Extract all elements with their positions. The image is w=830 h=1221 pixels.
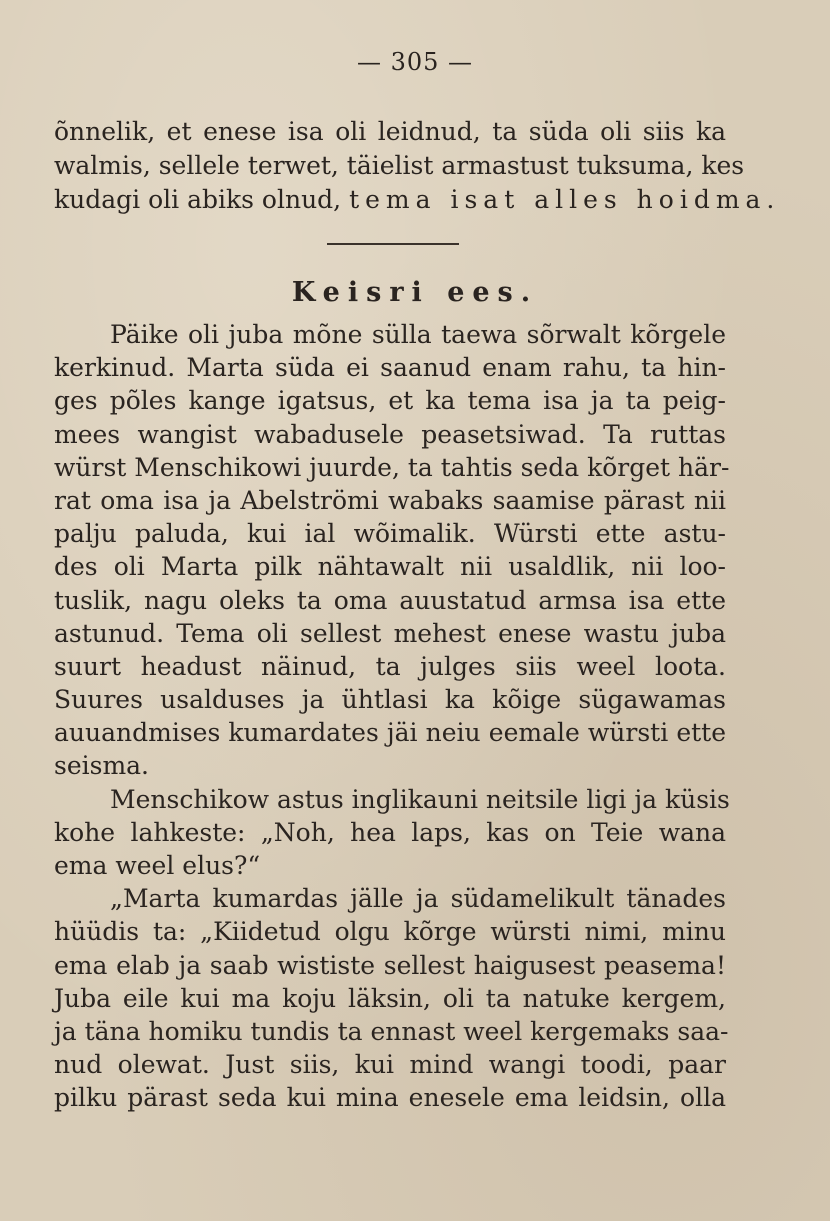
text-line: Menschikow astus inglikauni neitsile ligi ja küsis: [110, 784, 730, 814]
text-line: kerkinud. Marta süda ei saanud enam rahu, ta hin-: [54, 353, 726, 383]
text-fragment: kudagi oli abiks olnud,: [54, 185, 342, 214]
text-line: tuslik, nagu oleks ta oma auustatud armsa isa ette: [54, 585, 726, 615]
text-line: ema weel elus?“: [54, 851, 261, 880]
emphasized-text: tema isat alles hoidma.: [349, 185, 781, 214]
text-line: pilku pärast seda kui mina enesele ema leidsin, olla: [54, 1083, 726, 1113]
text-line: õnnelik, et enese isa oli leidnud, ta süda oli siis ka: [54, 117, 726, 146]
text-line: suurt headust näinud, ta julges siis weel loota.: [54, 651, 726, 681]
text-line: Päike oli juba mõne sülla taewa sõrwalt kõrgele: [110, 320, 726, 349]
page-number: — 305 —: [356, 48, 474, 76]
text-line: walmis, sellele terwet, täielist armastust tuksuma, kes: [54, 151, 745, 180]
section-divider: [327, 243, 459, 245]
text-line: „Marta kumardas jälle ja südamelikult tänades: [110, 884, 726, 914]
text-line: nud olewat. Just siis, kui mind wangi toodi, paar: [54, 1050, 726, 1080]
text-line: würst Menschikowi juurde, ta tahtis seda kõrget här-: [54, 452, 730, 482]
text-line: seisma.: [54, 751, 150, 781]
text-line: astunud. Tema oli sellest mehest enese wastu juba: [54, 618, 726, 648]
intro-text: [54, 115, 781, 217]
text-line: ema elab ja saab wististe sellest haigusest peasema!: [54, 950, 726, 980]
text-line: Suures usalduses ja ühtlasi ka kõige sügawamas: [54, 685, 726, 715]
text-line: auuandmises kumardates jäi neiu eemale würsti ette: [54, 718, 726, 748]
chapter-title: Keisri ees.: [291, 277, 539, 308]
text-line: Juba eile kui ma koju läksin, oli ta natuke kergem,: [54, 983, 726, 1013]
text-line: palju paluda, kui ial wõimalik. Würsti ette astu-: [54, 519, 726, 549]
text-line: mees wangist wabadusele peasetsiwad. Ta ruttas: [54, 419, 726, 449]
text-line: des oli Marta pilk nähtawalt nii usaldlik, nii loo-: [54, 552, 726, 582]
text-line: rat oma isa ja Abelströmi wabaks saamise pärast nii: [54, 485, 726, 515]
text-line: hüüdis ta: „Kiidetud olgu kõrge würsti nimi, minu: [54, 917, 726, 947]
text-line: [54, 183, 781, 217]
text-line: ges põles kange igatsus, et ka tema isa ja ta peig-: [54, 386, 726, 416]
chapter-body: [54, 318, 730, 1115]
text-line: kohe lahkeste: „Noh, hea laps, kas on Teie wana: [54, 817, 726, 847]
text-line: ja täna homiku tundis ta ennast weel kergemaks saa-: [54, 1016, 729, 1046]
